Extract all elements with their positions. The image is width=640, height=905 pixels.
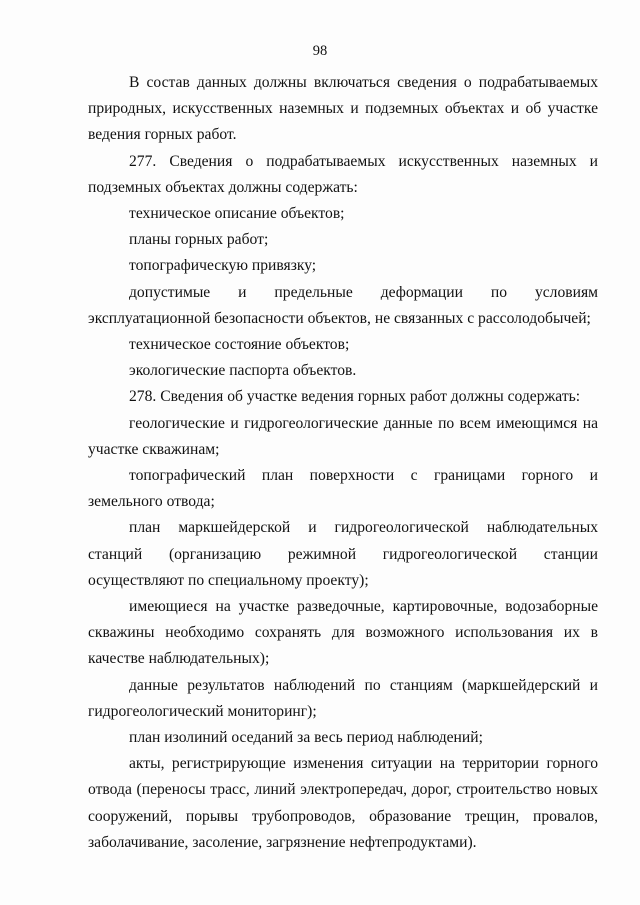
list-item-geological-data: геологические и гидрогеологические данные по всем имеющимся на участке скважинам; — [88, 414, 598, 458]
list-item-subsidence-isolines: план изолиний оседаний за весь период наблюдений; — [129, 729, 483, 747]
list-item-technical-condition: техническое состояние объектов; — [129, 336, 350, 354]
list-item-mining-plans: планы горных работ; — [129, 231, 269, 249]
list-item-acts: акты, регистрирующие изменения ситуации на территории горного отвода (переносы трасс, линий электропередач, дорог, строительство новых сооружений, порывы трубопроводов, образование трещин, провалов, заболачивание, засоление, загрязнение нефтепродуктами). — [88, 755, 598, 851]
paragraph-278: 278. Сведения об участке ведения горных работ должны содержать: — [129, 388, 581, 406]
document-body — [88, 70, 598, 856]
list-item-technical-description: техническое описание объектов; — [129, 205, 345, 223]
paragraph-277: 277. Сведения о подрабатываемых искусственных наземных и подземных объектах должны содержать: — [88, 152, 598, 196]
list-item-boreholes: имеющиеся на участке разведочные, картировочные, водозаборные скважины необходимо сохранять для возможного использования их в качестве наблюдательных); — [88, 598, 598, 668]
list-item-deformations: допустимые и предельные деформации по условиям эксплуатационной безопасности объектов, не связанных с рассолодобычей; — [88, 283, 598, 327]
page-number: 98 — [312, 43, 328, 59]
list-item-observation-results: данные результатов наблюдений по станциям (маркшейдерский и гидрогеологический мониторинг); — [88, 676, 598, 720]
list-item-ecological-passports: экологические паспорта объектов. — [129, 362, 357, 380]
list-item-observation-stations: план маркшейдерской и гидрогеологической наблюдательных станций (организацию режимной гидрогеологической станции осуществляют по специальному проекту); — [88, 519, 598, 589]
paragraph-intro: В состав данных должны включаться сведения о подрабатываемых природных, искусственных наземных и подземных объектах и об участке ведения горных работ. — [88, 74, 598, 144]
list-item-topographic-plan: топографический план поверхности с границами горного и земельного отвода; — [88, 467, 598, 511]
list-item-topographic-reference: топографическую привязку; — [129, 257, 317, 275]
